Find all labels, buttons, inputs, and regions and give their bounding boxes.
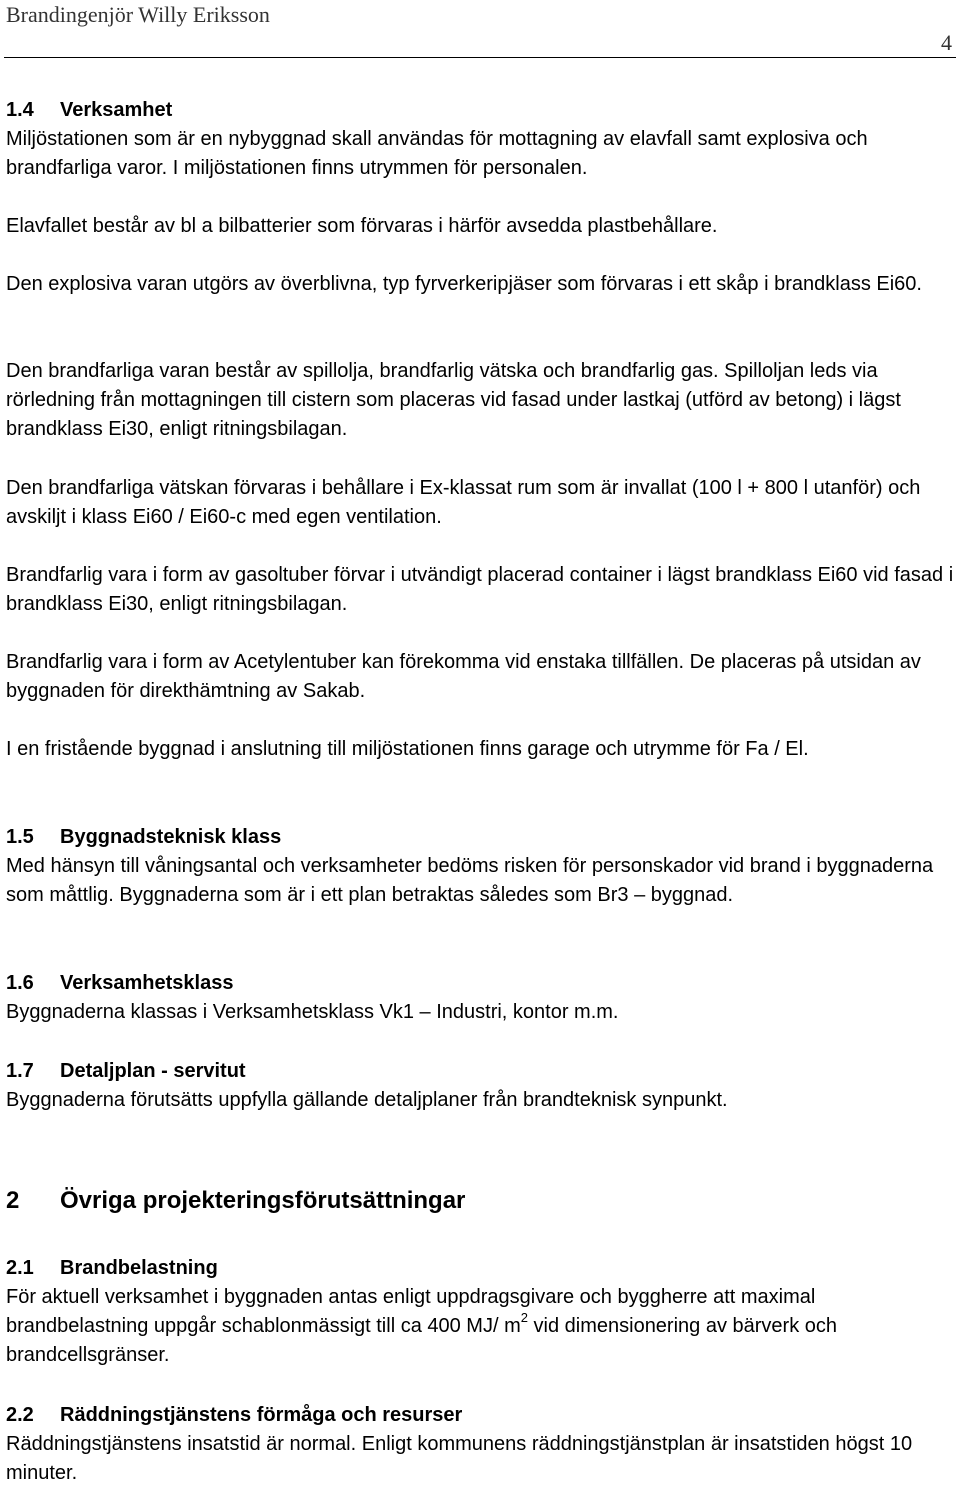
- heading-title: Verksamhetsklass: [60, 972, 234, 994]
- heading-title: Brandbelastning: [60, 1257, 218, 1279]
- paragraph: Miljöstationen som är en nybyggnad skall användas för mottagning av elavfall samt explosiva och brandfarliga varor. I miljöstationen finns utrymmen för personalen.: [6, 128, 868, 179]
- heading-number: 2.1: [6, 1257, 34, 1279]
- paragraph-text: För aktuell verksamhet i byggnaden antas enligt uppdragsgivare och byggherre att maximal brandbelastning uppgår schablonmässigt till ca 400 MJ/ m: [6, 1286, 816, 1337]
- paragraph: I en fristående byggnad i anslutning till miljöstationen finns garage och utrymme för Fa / El.: [6, 738, 809, 760]
- heading-title: Verksamhet: [60, 99, 173, 121]
- header-divider: [4, 57, 956, 58]
- paragraph: Den brandfarliga varan består av spillolja, brandfarlig vätska och brandfarlig gas. Spilloljan leds via rörledning från mottagningen till cistern som placeras vid fasad under lastkaj (utförd av betong) i lägst brandklass Ei30, enligt ritningsbilagan.: [6, 360, 901, 440]
- paragraph: Brandfarlig vara i form av gasoltuber förvar i utvändigt placerad container i lägst brandklass Ei60 vid fasad i brandklass Ei30, enligt ritningsbilagan.: [6, 564, 954, 615]
- page-number: 4: [941, 30, 952, 55]
- heading-title: Räddningstjänstens förmåga och resurser: [60, 1404, 463, 1426]
- heading-1-5: [6, 823, 281, 852]
- paragraph: Den brandfarliga vätskan förvaras i behållare i Ex-klassat rum som är invallat (100 l + 800 l utanför) och avskiljt i klass Ei60 / Ei60-c med egen ventilation.: [6, 477, 921, 528]
- paragraph: Räddningstjänstens insatstid är normal. Enligt kommunens räddningstjänstplan är insatstiden högst 10 minuter.: [6, 1433, 913, 1484]
- heading-number: 2.2: [6, 1404, 34, 1426]
- heading-1-6: [6, 969, 233, 998]
- paragraph-text: vid dimensionering av bärverk och brandcellsgränser.: [6, 1315, 838, 1366]
- superscript: 2: [520, 1310, 528, 1326]
- paragraph: Elavfallet består av bl a bilbatterier som förvaras i härför avsedda plastbehållare.: [6, 215, 718, 237]
- heading-number: 1.7: [6, 1060, 34, 1082]
- heading-1-7: [6, 1057, 246, 1086]
- paragraph: Byggnaderna förutsätts uppfylla gällande detaljplaner från brandteknisk synpunkt.: [6, 1089, 728, 1111]
- heading-number: 1.5: [6, 826, 34, 848]
- heading-2: [6, 1185, 465, 1217]
- heading-number: 1.4: [6, 99, 34, 121]
- heading-2-1: [6, 1254, 218, 1283]
- heading-title: Byggnadsteknisk klass: [60, 826, 282, 848]
- paragraph: [6, 1283, 958, 1370]
- heading-number: 1.6: [6, 972, 34, 994]
- document-header-title: Brandingenjör Willy Eriksson: [6, 2, 270, 27]
- heading-1-4: [6, 96, 172, 125]
- paragraph: Byggnaderna klassas i Verksamhetsklass Vk1 – Industri, kontor m.m.: [6, 1001, 619, 1023]
- heading-number: 2: [6, 1187, 20, 1214]
- paragraph: Den explosiva varan utgörs av överblivna, typ fyrverkeripjäser som förvaras i ett skåp i brandklass Ei60.: [6, 273, 922, 295]
- paragraph: Med hänsyn till våningsantal och verksamheter bedöms risken för personskador vid brand i byggnaderna som måttlig. Byggnaderna som är i ett plan betraktas således som Br3 – byggnad.: [6, 855, 934, 906]
- heading-2-2: [6, 1401, 462, 1430]
- paragraph: Brandfarlig vara i form av Acetylentuber kan förekomma vid enstaka tillfällen. De placeras på utsidan av byggnaden för direkthämtning av Sakab.: [6, 651, 921, 702]
- heading-title: Detaljplan - servitut: [60, 1060, 246, 1082]
- heading-title: Övriga projekteringsförutsättningar: [60, 1187, 466, 1214]
